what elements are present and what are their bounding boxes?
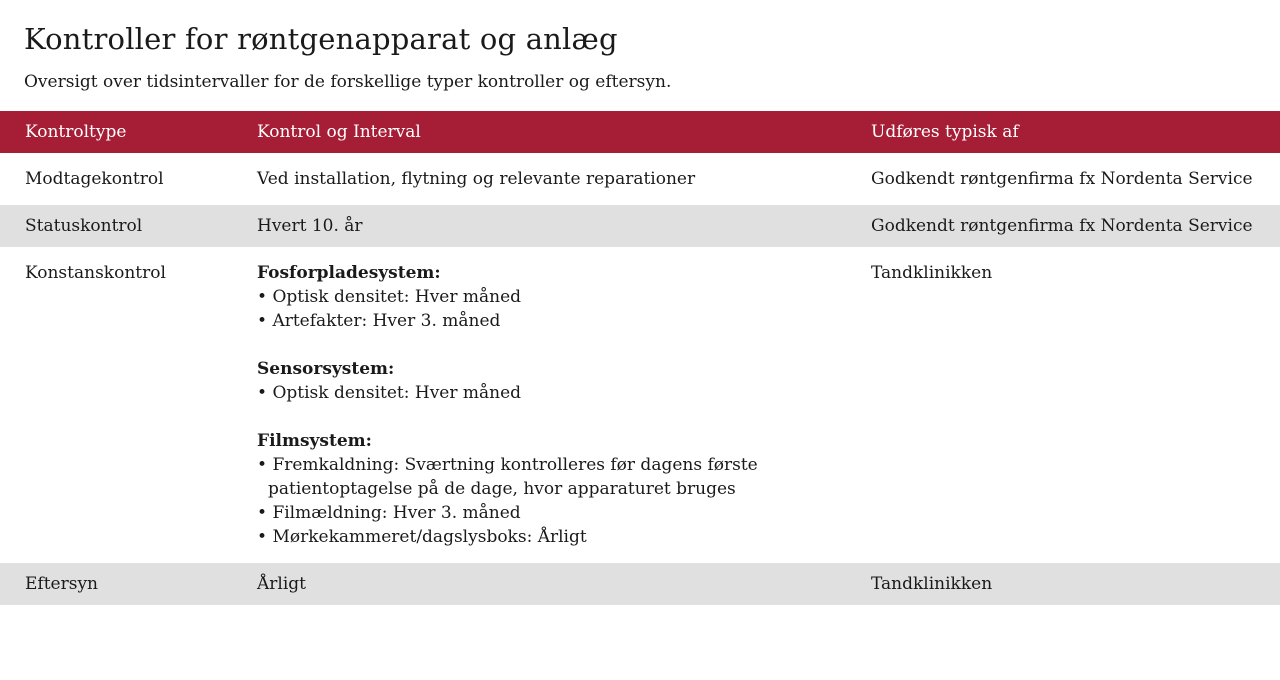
list-item: • Filmældning: Hver 3. måned [257,501,871,525]
section-filmsystem [257,429,871,549]
cell-type: Statuskontrol [0,205,257,247]
cell-performed-by: Godkendt røntgenfirma fx Nordenta Service [871,205,1280,247]
list-item: • Optisk densitet: Hver måned [257,381,871,405]
section-sensorsystem [257,357,871,405]
section-heading: Filmsystem: [257,431,372,451]
cell-type: Konstanskontrol [25,263,166,283]
list-item: • Fremkaldning: Sværtning kontrolleres før dagens første patientoptagelse på de dage, hvor apparaturet bruges [257,453,871,501]
table-row [0,563,1280,605]
cell-interval: Hvert 10. år [257,205,871,247]
cell-interval [257,247,871,563]
cell-interval: Årligt [257,563,871,605]
section-heading: Sensorsystem: [257,359,395,379]
control-intervals-table [0,111,1280,605]
cell-performed-by: Godkendt røntgenfirma fx Nordenta Service [871,169,1253,189]
table-row [0,153,1280,205]
page-subtitle: Oversigt over tidsintervaller for de forskellige typer kontroller og eftersyn. [24,72,672,92]
list-item: • Mørkekammeret/dagslysboks: Årligt [257,525,871,549]
list-item: • Optisk densitet: Hver måned [257,285,871,309]
table-header-row [0,111,1280,153]
column-header-interval: Kontrol og Interval [257,111,871,153]
cell-performed-by: Tandklinikken [871,563,1280,605]
section-heading: Fosforpladesystem: [257,263,441,283]
cell-type: Eftersyn [0,563,257,605]
column-header-kontroltype: Kontroltype [0,111,257,153]
table-row [0,205,1280,247]
cell-type: Modtagekontrol [25,169,164,189]
page-title: Kontroller for røntgenapparat og anlæg [24,22,618,56]
cell-interval: Ved installation, flytning og relevante reparationer [257,169,696,189]
section-fosforpladesystem [257,261,871,333]
list-item: • Artefakter: Hver 3. måned [257,309,871,333]
cell-performed-by: Tandklinikken [871,263,993,283]
column-header-udfoeres-af: Udføres typisk af [871,111,1280,153]
table-row [0,247,1280,563]
